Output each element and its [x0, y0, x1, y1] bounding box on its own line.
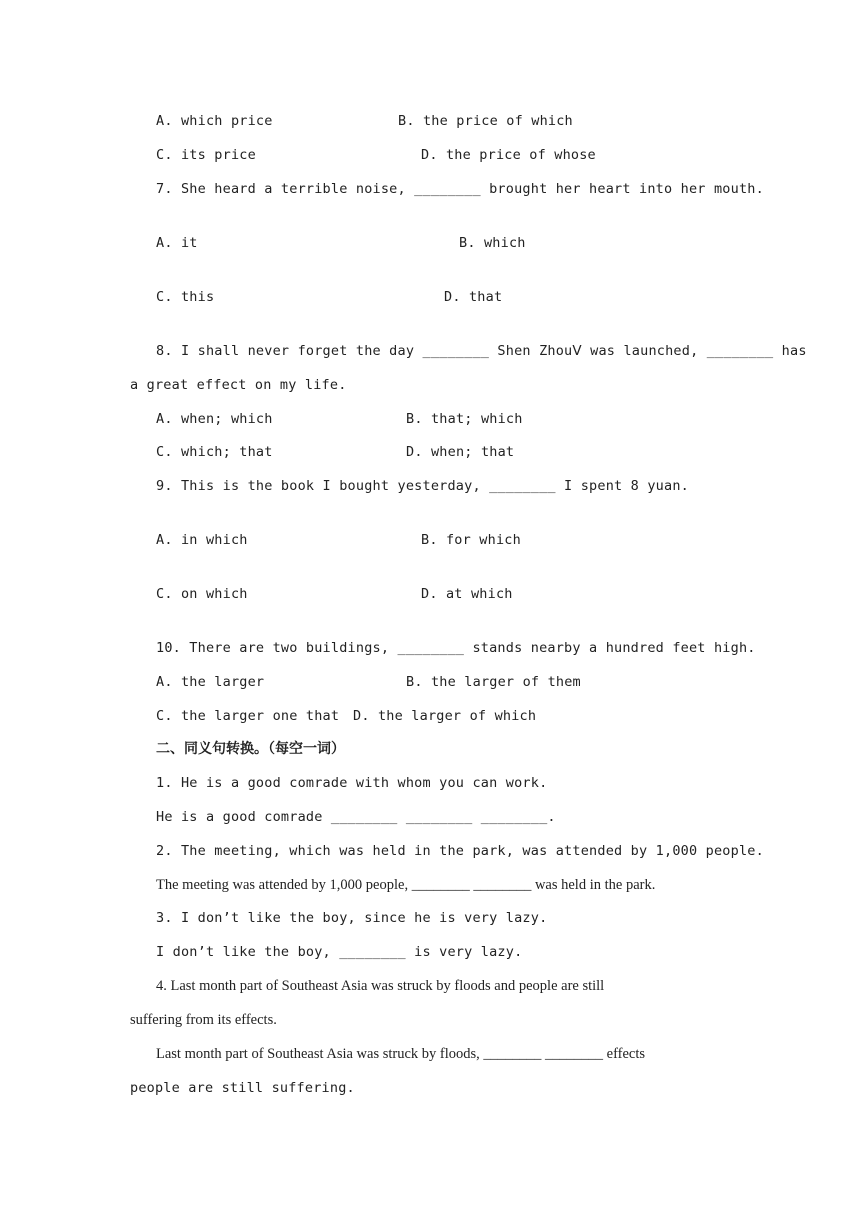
question-9-options-row-2: [0, 583, 860, 605]
option-b: B. for which: [421, 532, 521, 548]
question-9-stem: 9. This is the book I bought yesterday, ________ I spent 8 yuan.: [156, 478, 689, 494]
option-a: A. the larger: [156, 674, 265, 690]
option-a: A. which price: [156, 113, 273, 129]
item-1-rewrite: He is a good comrade ________ ________ ________.: [156, 809, 556, 825]
option-b: B. the price of which: [398, 113, 573, 129]
option-d: D. the larger of which: [353, 708, 537, 724]
option-c: C. the larger one that: [156, 708, 340, 724]
section-heading: 二、同义句转换。（每空一词）: [156, 741, 345, 757]
option-c: C. on which: [156, 586, 248, 602]
option-b: B. that; which: [406, 411, 523, 427]
option-d: D. at which: [421, 586, 513, 602]
question-8-options-row-2: [0, 441, 860, 463]
option-d: D. that: [444, 289, 503, 305]
option-c: C. which; that: [156, 444, 273, 460]
question-6-options-row-1: [0, 110, 860, 132]
question-10-options-row-2: [0, 705, 860, 727]
question-10-stem: 10. There are two buildings, ________ stands nearby a hundred feet high.: [156, 640, 756, 656]
question-10-options-row-1: [0, 671, 860, 693]
item-4-original-line-2: suffering from its effects.: [130, 1012, 277, 1028]
option-a: A. it: [156, 235, 198, 251]
option-c: C. its price: [156, 147, 256, 163]
option-a: A. when; which: [156, 411, 273, 427]
question-9-options-row-1: [0, 529, 860, 551]
option-d: D. the price of whose: [421, 147, 596, 163]
item-4-original-line-1: 4. Last month part of Southeast Asia was struck by floods and people are still: [156, 978, 605, 994]
item-4-rewrite-line-1: Last month part of Southeast Asia was struck by floods, ________ ________ effects: [156, 1046, 646, 1062]
question-7-stem: 7. She heard a terrible noise, ________ brought her heart into her mouth.: [156, 181, 764, 197]
item-1-original: 1. He is a good comrade with whom you can work.: [156, 775, 548, 791]
item-2-original: 2. The meeting, which was held in the park, was attended by 1,000 people.: [156, 843, 764, 859]
item-2-rewrite: The meeting was attended by 1,000 people, ________ ________ was held in the park.: [156, 877, 656, 893]
question-8-stem-line-1: 8. I shall never forget the day ________ Shen ZhouⅤ was launched, ________ has: [156, 343, 807, 359]
option-b: B. which: [459, 235, 526, 251]
question-7-options-row-2: [0, 286, 860, 308]
item-4-rewrite-line-2: people are still suffering.: [130, 1080, 355, 1096]
option-d: D. when; that: [406, 444, 515, 460]
option-b: B. the larger of them: [406, 674, 581, 690]
question-6-options-row-2: [0, 144, 860, 166]
question-8-stem-line-2: a great effect on my life.: [130, 377, 347, 393]
question-8-options-row-1: [0, 408, 860, 430]
option-c: C. this: [156, 289, 215, 305]
item-3-rewrite: I don’t like the boy, ________ is very lazy.: [156, 944, 523, 960]
question-7-options-row-1: [0, 232, 860, 254]
item-3-original: 3. I don’t like the boy, since he is very lazy.: [156, 910, 548, 926]
option-a: A. in which: [156, 532, 248, 548]
